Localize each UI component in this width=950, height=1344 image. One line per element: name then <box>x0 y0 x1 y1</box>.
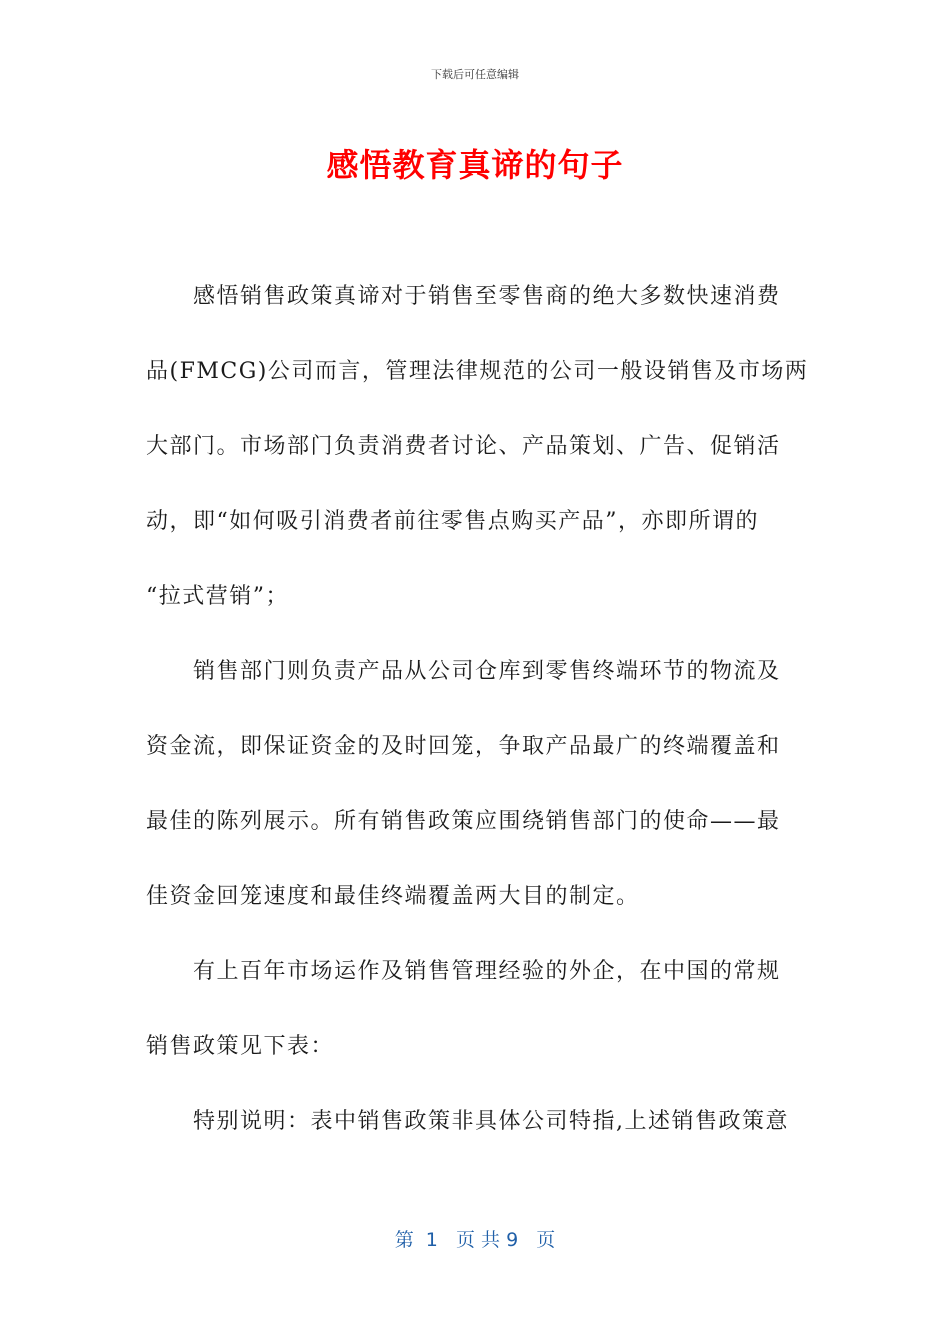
body-line: 大部门。市场部门负责消费者讨论、产品策划、广告、促销活 <box>146 434 781 459</box>
body-line: “拉式营销”； <box>146 584 289 609</box>
body-line: 特别说明：表中销售政策非具体公司特指,上述销售政策意 <box>193 1109 789 1134</box>
header-note: 下载后可任意编辑 <box>431 68 519 81</box>
body-line: 最佳的陈列展示。所有销售政策应围绕销售部门的使命——最 <box>146 809 781 834</box>
body-line: 动，即“如何吸引消费者前往零售点购买产品”，亦即所谓的 <box>146 509 759 534</box>
body-line: 销售政策见下表： <box>146 1034 335 1059</box>
body-line: 销售部门则负责产品从公司仓库到零售终端环节的物流及 <box>193 659 781 684</box>
body-line: 佳资金回笼速度和最佳终端覆盖两大目的制定。 <box>146 884 640 909</box>
body-line: 感悟销售政策真谛对于销售至零售商的绝大多数快速消费 <box>193 284 781 309</box>
document-title: 感悟教育真谛的句子 <box>326 146 624 184</box>
page-number-footer: 第 1 页 共 9 页 <box>394 1229 556 1251</box>
body-line: 资金流，即保证资金的及时回笼，争取产品最广的终端覆盖和 <box>146 734 781 759</box>
body-line: 品(FMCG)公司而言，管理法律规范的公司一般设销售及市场两 <box>146 359 809 384</box>
body-line: 有上百年市场运作及销售管理经验的外企，在中国的常规 <box>193 959 781 984</box>
document-body <box>146 272 809 1172</box>
